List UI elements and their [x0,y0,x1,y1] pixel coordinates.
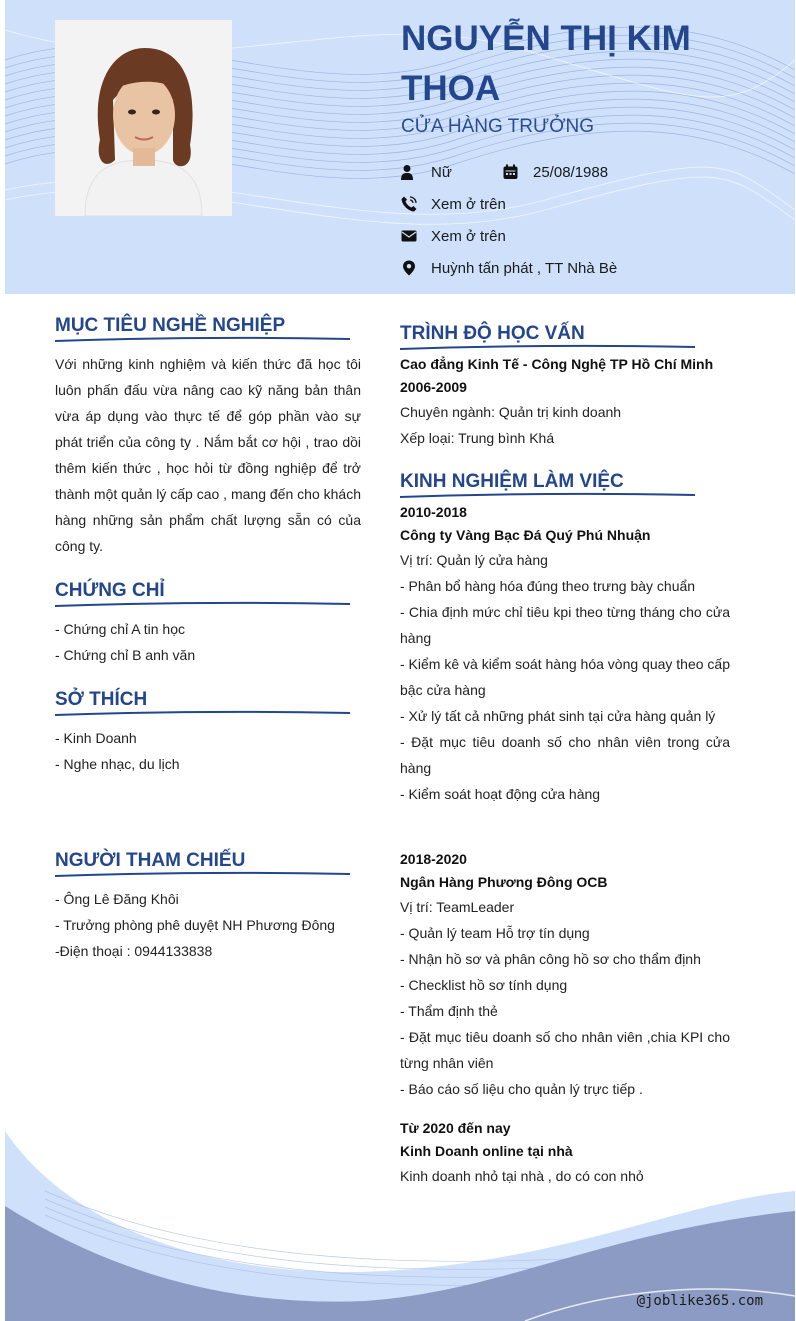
gender-row [401,160,452,184]
education-block [400,353,730,451]
birthdate-value: 25/08/1988 [533,163,609,181]
gender-value: Nữ [431,163,452,181]
resume-page [5,0,795,1321]
experience-heading: KINH NGHIỆM LÀM VIỆC [400,471,624,492]
phone-value: Xem ở trên [431,195,506,213]
header [5,0,795,294]
hobby-item: - Nghe nhạc, du lịch [55,756,180,772]
job-period: 2010-2018 [400,504,467,520]
job-duty: - Chia định mức chỉ tiêu kpi theo từng tháng cho cửa hàng [400,604,730,646]
email-value: Xem ở trên [431,227,506,245]
job-duty: - Checklist hồ sơ tính dụng [400,977,568,993]
hobbies-heading: SỞ THÍCH [55,689,148,710]
job-company: Ngân Hàng Phương Đông OCB [400,874,608,890]
envelope-icon [401,228,417,244]
brand-watermark: @joblike365.com [636,1293,763,1309]
objective-text: Với những kinh nghiệm và kiến thức đã học tôi luôn phấn đấu vừa nâng cao kỹ năng bản thân vừa áp dụng vào thực tế để góp phần vào sự phát triển của công ty . Nắm bắt cơ hội , trao dồi thêm kiến thức , học hỏi từ đồng nghiệp để trở thành một quản lý cấp cao , mang đến cho khách hàng những sản phẩm chất lượng sẵn có của công ty. [55,356,361,554]
job-position: Vị trí: TeamLeader [400,899,515,915]
education-grade: Xếp loại: Trung bình Khá [400,430,555,446]
education-period: 2006-2009 [400,379,467,395]
job-entry [400,501,730,807]
hobbies-underline [55,710,355,718]
address-row [401,256,617,280]
job-entry [400,848,730,1102]
job-position: Vị trí: Quản lý cửa hàng [400,552,548,568]
job-duty: - Kiểm kê và kiểm soát hàng hóa vòng quay theo cấp bậc cửa hàng [400,656,730,698]
job-duty: - Đặt mục tiêu doanh số cho nhân viên trong cửa hàng [400,734,730,776]
map-pin-icon [401,260,417,276]
job-duty: - Thẩm định thẻ [400,1003,498,1019]
job-company: Kinh Doanh online tại nhà [400,1143,573,1159]
certificates-underline [55,601,355,609]
education-underline [400,344,700,352]
certificates-heading: CHỨNG CHỈ [55,580,165,601]
job-duty: - Báo cáo số liệu cho quản lý trực tiếp . [400,1081,643,1097]
job-duty: - Đặt mục tiêu doanh số cho nhân viên ,chia KPI cho từng nhân viên [400,1029,730,1071]
reference-item: -Điện thoại : 0944133838 [55,943,213,959]
references-heading: NGƯỜI THAM CHIẾU [55,850,246,871]
calendar-icon [503,164,519,180]
reference-item: - Trưởng phòng phê duyệt NH Phương Đông [55,917,335,933]
phone-icon [401,196,417,212]
email-row [401,224,506,248]
job-period: Từ 2020 đến nay [400,1120,511,1136]
job-company: Công ty Vàng Bạc Đá Quý Phú Nhuận [400,527,651,543]
profile-photo [55,20,232,216]
reference-item: - Ông Lê Đăng Khôi [55,891,179,907]
objective-heading: MỤC TIÊU NGHỀ NGHIỆP [55,315,286,336]
education-heading: TRÌNH ĐỘ HỌC VẤN [400,323,585,344]
hobby-item: - Kinh Doanh [55,730,137,746]
certificate-item: - Chứng chỉ A tin học [55,621,185,637]
job-position: Kinh doanh nhỏ tại nhà , do có con nhỏ [400,1168,644,1184]
certificates-list [55,616,361,668]
job-duty: - Xử lý tất cả những phát sinh tại cửa hàng quản lý [400,708,716,724]
phone-row [401,192,506,216]
education-school: Cao đẳng Kinh Tế - Công Nghệ TP Hồ Chí Minh [400,356,714,372]
job-duty: - Phân bổ hàng hóa đúng theo trưng bày chuẩn [400,578,696,594]
birthdate-row [503,160,608,184]
certificate-item: - Chứng chỉ B anh văn [55,647,196,663]
education-major: Chuyên ngành: Quản trị kinh doanh [400,404,622,420]
references-underline [55,871,355,879]
references-list [55,886,361,964]
job-duty: - Kiểm soát hoạt động cửa hàng [400,786,601,802]
experience-underline [400,492,700,500]
candidate-name: NGUYỄN THỊ KIM THOA [401,19,691,108]
hobbies-list [55,725,361,777]
job-duty: - Quản lý team Hỗ trợ tín dụng [400,925,590,941]
job-duty: - Nhận hồ sơ và phân công hồ sơ cho thẩm định [400,951,701,967]
objective-underline [55,336,355,344]
user-icon [401,164,417,180]
job-title: CỬA HÀNG TRƯỞNG [401,116,595,137]
address-value: Huỳnh tấn phát , TT Nhà Bè [431,259,618,277]
job-period: 2018-2020 [400,851,467,867]
